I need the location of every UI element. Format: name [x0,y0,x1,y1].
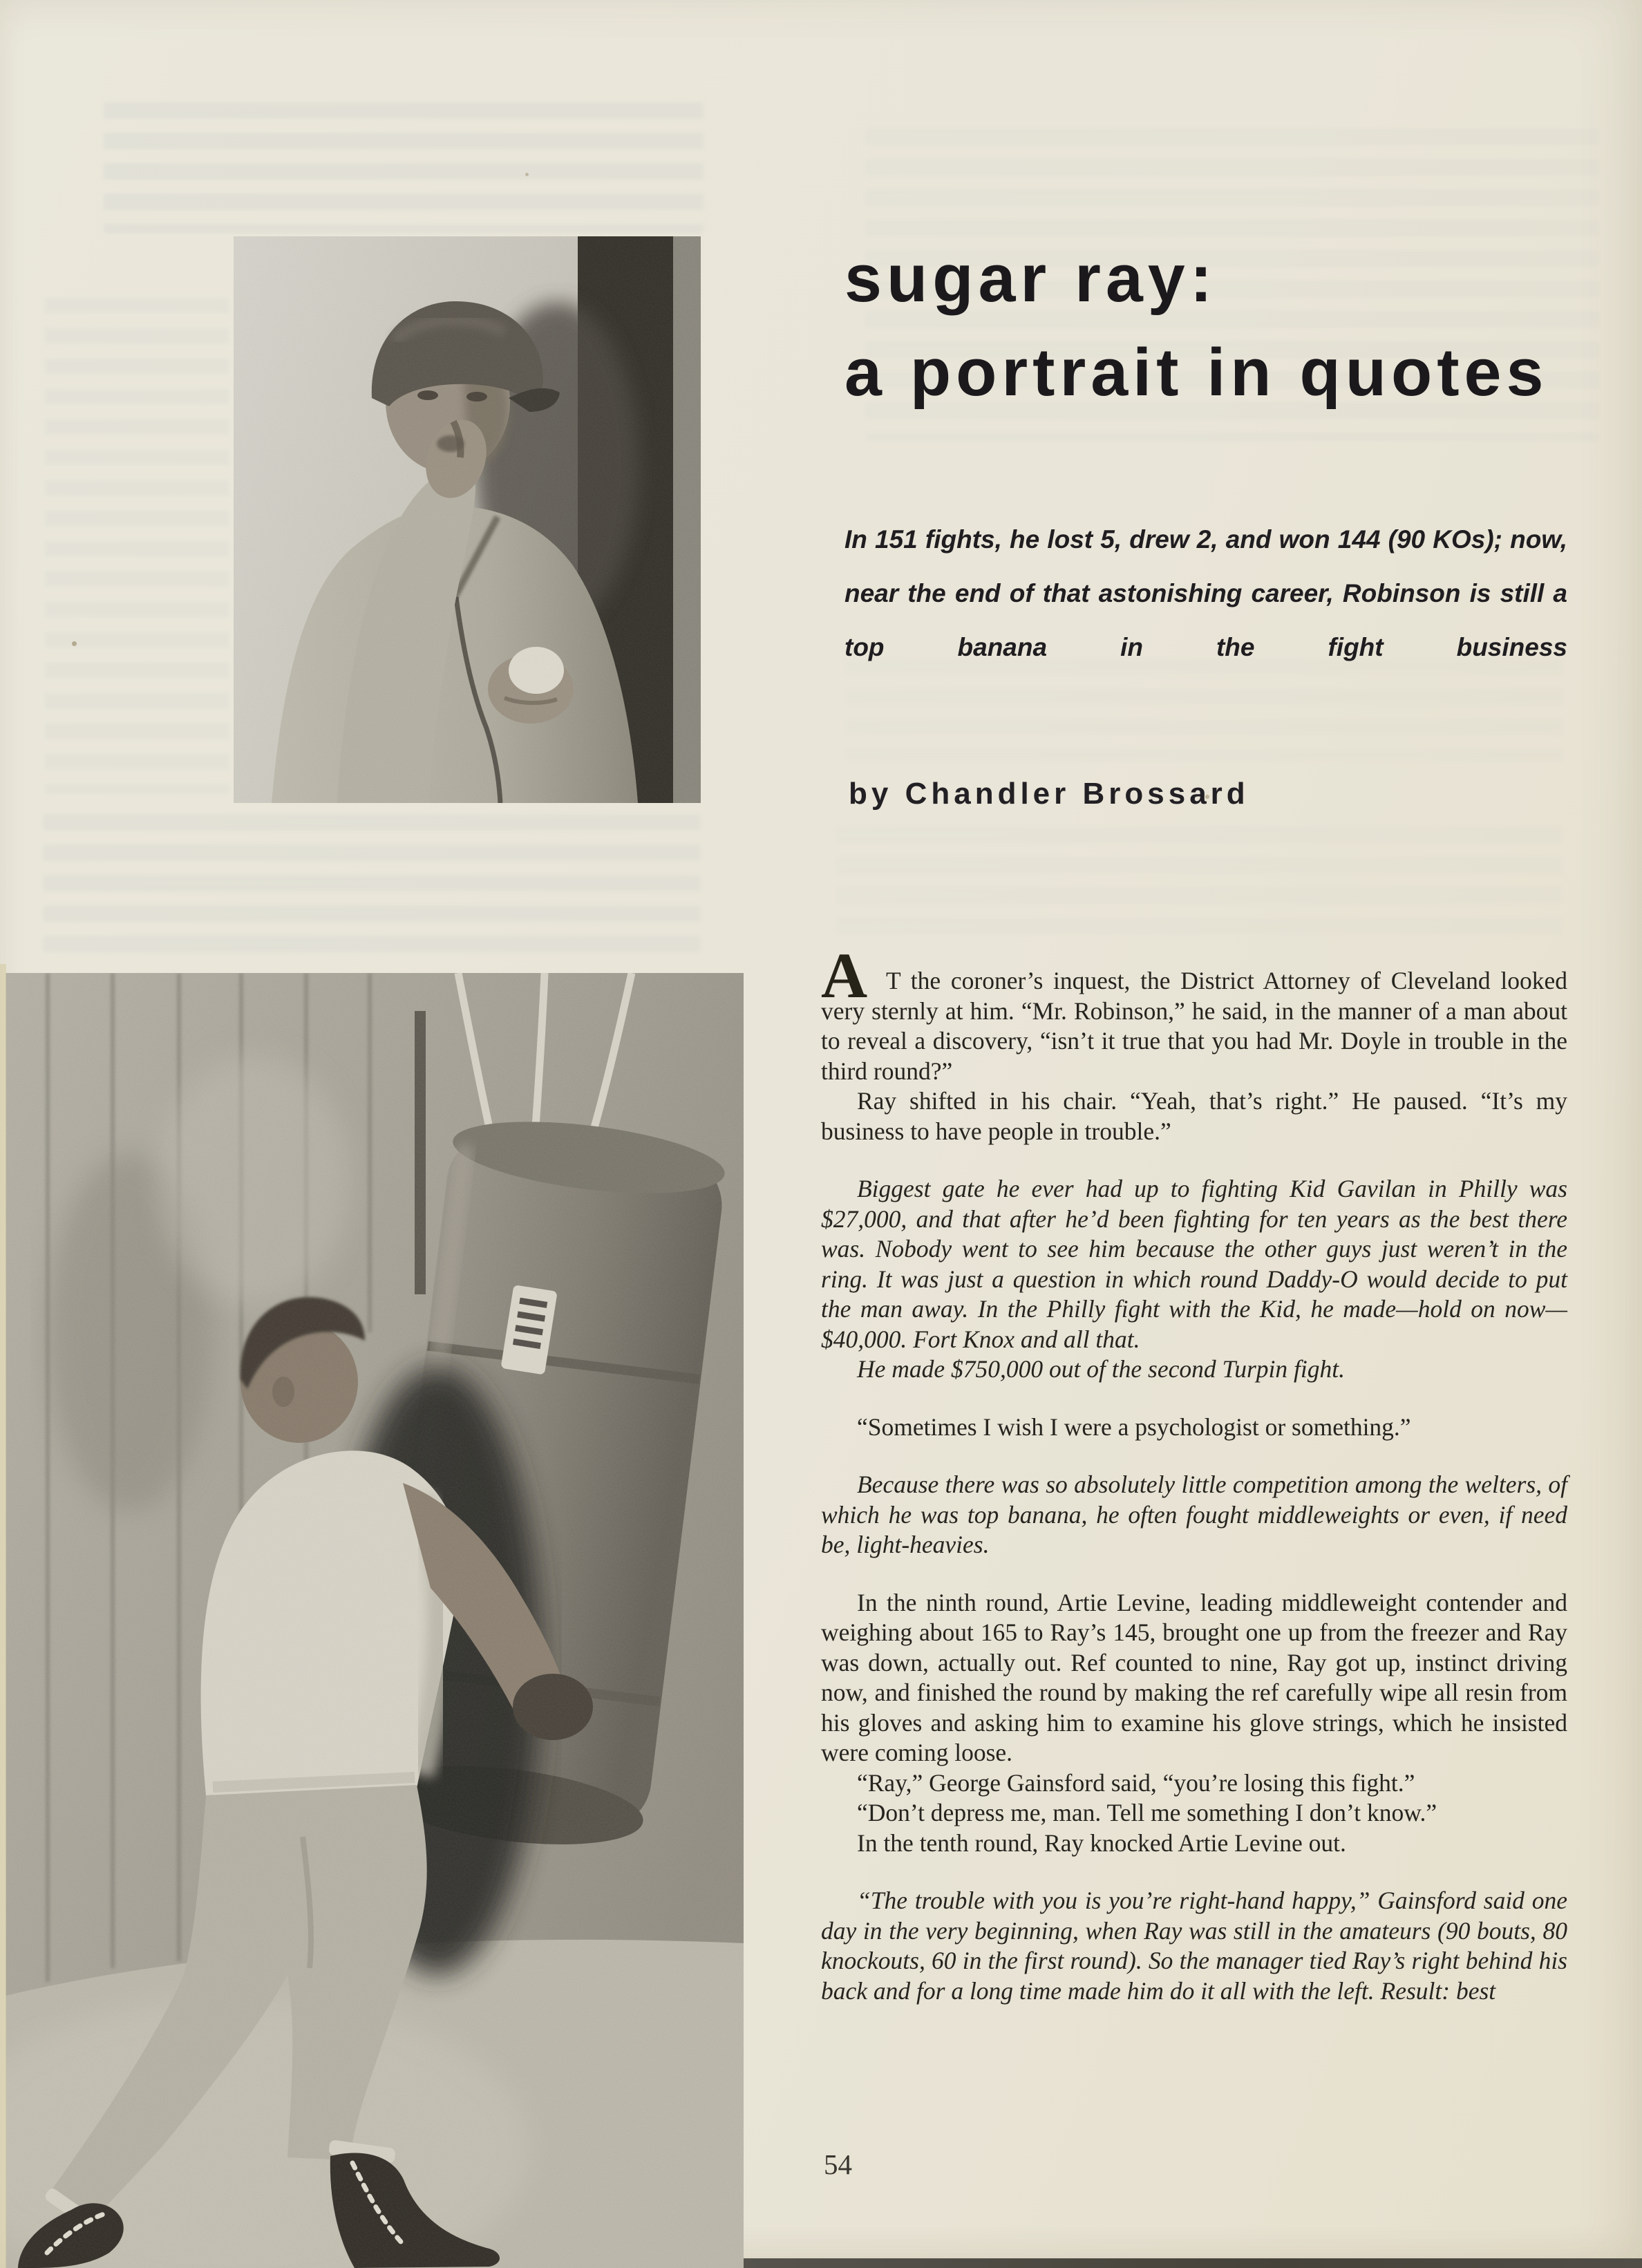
article-paragraph: “The trouble with you is you’re right-hand happy,” Gainsford said one day in the very beginning, when Ray was still in the amateurs (90 bouts, 80 knockouts, 60 in the first round). So the manager tied Ray’s right behind his back and for a long time made him do it all with the left. Result: best [821,1887,1567,2005]
article-paragraph: In the ninth round, Artie Levine, leading middleweight contender and weighing about 165 to Ray’s 145, brought one up from the freezer and Ray was down, actually out. Ref counted to nine, Ray got up, instinct driving now, and finished the round by making the ref carefully wipe all resin from his gloves and asking him to examine his glove strings, which he insisted were coming loose. [821,1588,1567,1766]
initial-cap: A [821,941,868,1012]
article-paragraph: “Sometimes I wish I were a psychologist or something.” [857,1412,1411,1441]
bleed-through-text [836,826,1562,943]
article-paragraph: Biggest gate he ever had up to fighting Kid Gavilan in Philly was $27,000, and that after he’d been fighting for ten years as the best there was. Nobody went to see him because the other guys just weren’t in the ring. It was just a question in which round Daddy-O would decide to put the man away. In the Philly fight with the Kid, he made—hold on now—$40,000. Fort Knox and all that. [821,1175,1567,1353]
article-byline: by Chandler Brossard [849,777,1249,811]
paper-speck [1205,795,1209,799]
bleed-through-text [104,102,704,234]
article-paragraph: “Don’t depress me, man. Tell me something I don’t know.” [857,1799,1437,1826]
article-deck: In 151 fights, he lost 5, drew 2, and won 144 (90 KOs); now, near the end of that astonishing career, Robinson is still a top banana in the fight business [844,525,1567,661]
article-body [821,966,1567,2006]
bleed-through-text [43,814,701,965]
article-paragraph: He made $750,000 out of the second Turpin fight. [857,1355,1346,1383]
scan-edge-artifact [744,2258,1642,2268]
article-paragraph: In the tenth round, Ray knocked Artie Levine out. [857,1828,1346,1857]
photo-sugar-ray-heavy-bag [6,973,744,2268]
article-paragraph: Ray shifted in his chair. “Yeah, that’s right.” He paused. “It’s my business to have people in trouble.” [821,1087,1567,1145]
photo-grain [6,973,744,2268]
paper-speck [525,173,529,176]
article-paragraph: Because there was so absolutely little competition among the welters, of which he was top banana, he often fought middleweights or even, if need be, light-heavies. [821,1471,1567,1558]
scan-edge-artifact [0,964,6,2268]
article-paragraph: T the coroner’s inquest, the District Attorney of Cleveland looked very sternly at him. “Mr. Robinson,” he said, in the manner of a man about to reveal a discovery, “isn’t it true that you had Mr. Doyle in trouble in the third round?” [821,967,1567,1085]
article-paragraph: “Ray,” George Gainsford said, “you’re losing this fight.” [857,1768,1415,1797]
photo-grain [234,236,701,803]
photo-sugar-ray-portrait [234,236,701,803]
paper-speck [72,641,77,646]
article-title-line1: sugar ray: [844,240,1218,316]
page-number: 54 [824,2148,852,2180]
bleed-through-text [44,297,229,795]
article-title-line2: a portrait in quotes [844,334,1549,410]
